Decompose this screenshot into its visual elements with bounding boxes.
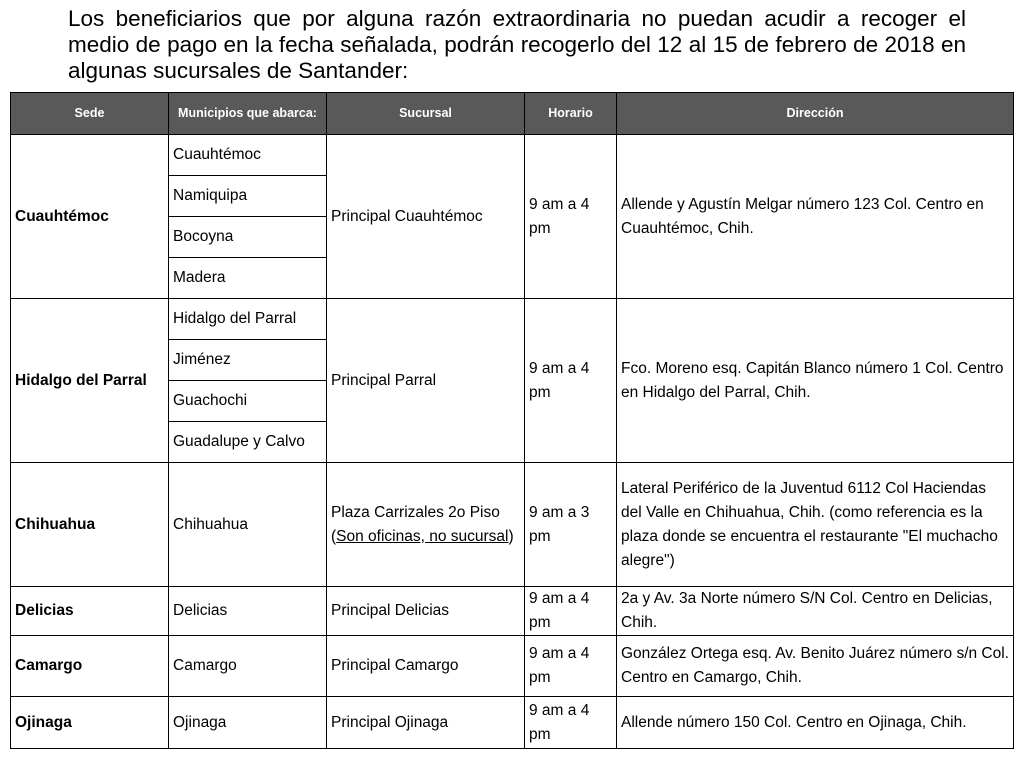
- municipio-cell: Guadalupe y Calvo: [169, 422, 327, 463]
- sucursal-note: Son oficinas, no sucursal: [336, 527, 509, 545]
- horario-cell: 9 am a 4 pm: [525, 135, 617, 299]
- municipio-cell: Camargo: [169, 636, 327, 697]
- sede-cell: Camargo: [11, 636, 169, 697]
- sucursal-cell: [327, 463, 525, 587]
- table-row: [11, 299, 1014, 340]
- direccion-cell: Lateral Periférico de la Juventud 6112 Col Haciendas del Valle en Chihuahua, Chih. (como referencia es la plaza donde se encuentra el restaurante "El muchacho alegre"): [617, 463, 1014, 587]
- municipio-cell: Namiquipa: [169, 176, 327, 217]
- intro-paragraph: Los beneficiarios que por alguna razón extraordinaria no puedan acudir a recoger el medio de pago en la fecha señalada, podrán recogerlo del 12 al 15 de febrero de 2018 en algunas sucursales de Santander:: [68, 6, 966, 83]
- sede-cell: Hidalgo del Parral: [11, 299, 169, 463]
- sucursal-cell: Principal Cuauhtémoc: [327, 135, 525, 299]
- direccion-cell: 2a y Av. 3a Norte número S/N Col. Centro en Delicias, Chih.: [617, 587, 1014, 636]
- table-row: [11, 135, 1014, 176]
- table-header-row: [11, 93, 1014, 135]
- table-row: [11, 697, 1014, 749]
- direccion-cell: Allende número 150 Col. Centro en Ojinaga, Chih.: [617, 697, 1014, 749]
- header-direccion: Dirección: [617, 93, 1014, 135]
- table-row: [11, 587, 1014, 636]
- municipio-cell: Ojinaga: [169, 697, 327, 749]
- municipio-cell: Hidalgo del Parral: [169, 299, 327, 340]
- municipio-cell: Cuauhtémoc: [169, 135, 327, 176]
- municipio-cell: Chihuahua: [169, 463, 327, 587]
- horario-cell: 9 am a 3 pm: [525, 463, 617, 587]
- horario-cell: 9 am a 4 pm: [525, 299, 617, 463]
- sucursal-close-paren: ): [508, 527, 514, 545]
- table-row: [11, 463, 1014, 587]
- sede-cell: Delicias: [11, 587, 169, 636]
- municipio-cell: Bocoyna: [169, 217, 327, 258]
- sede-cell: Cuauhtémoc: [11, 135, 169, 299]
- direccion-cell: Fco. Moreno esq. Capitán Blanco número 1 Col. Centro en Hidalgo del Parral, Chih.: [617, 299, 1014, 463]
- direccion-cell: Allende y Agustín Melgar número 123 Col. Centro en Cuauhtémoc, Chih.: [617, 135, 1014, 299]
- municipio-cell: Jiménez: [169, 340, 327, 381]
- sede-cell: Chihuahua: [11, 463, 169, 587]
- municipio-cell: Delicias: [169, 587, 327, 636]
- sede-cell: Ojinaga: [11, 697, 169, 749]
- horario-cell: 9 am a 4 pm: [525, 697, 617, 749]
- header-sucursal: Sucursal: [327, 93, 525, 135]
- sucursal-cell: Principal Delicias: [327, 587, 525, 636]
- municipio-cell: Madera: [169, 258, 327, 299]
- direccion-cell: González Ortega esq. Av. Benito Juárez número s/n Col. Centro en Camargo, Chih.: [617, 636, 1014, 697]
- sucursal-cell: Principal Ojinaga: [327, 697, 525, 749]
- horario-cell: 9 am a 4 pm: [525, 587, 617, 636]
- table-row: [11, 636, 1014, 697]
- municipio-cell: Guachochi: [169, 381, 327, 422]
- header-municipios: Municipios que abarca:: [169, 93, 327, 135]
- sucursal-cell: Principal Camargo: [327, 636, 525, 697]
- header-horario: Horario: [525, 93, 617, 135]
- sucursal-cell: Principal Parral: [327, 299, 525, 463]
- branches-table: [10, 92, 1014, 749]
- sucursal-text: Plaza Carrizales 2o Piso (: [331, 503, 500, 545]
- horario-cell: 9 am a 4 pm: [525, 636, 617, 697]
- header-sede: Sede: [11, 93, 169, 135]
